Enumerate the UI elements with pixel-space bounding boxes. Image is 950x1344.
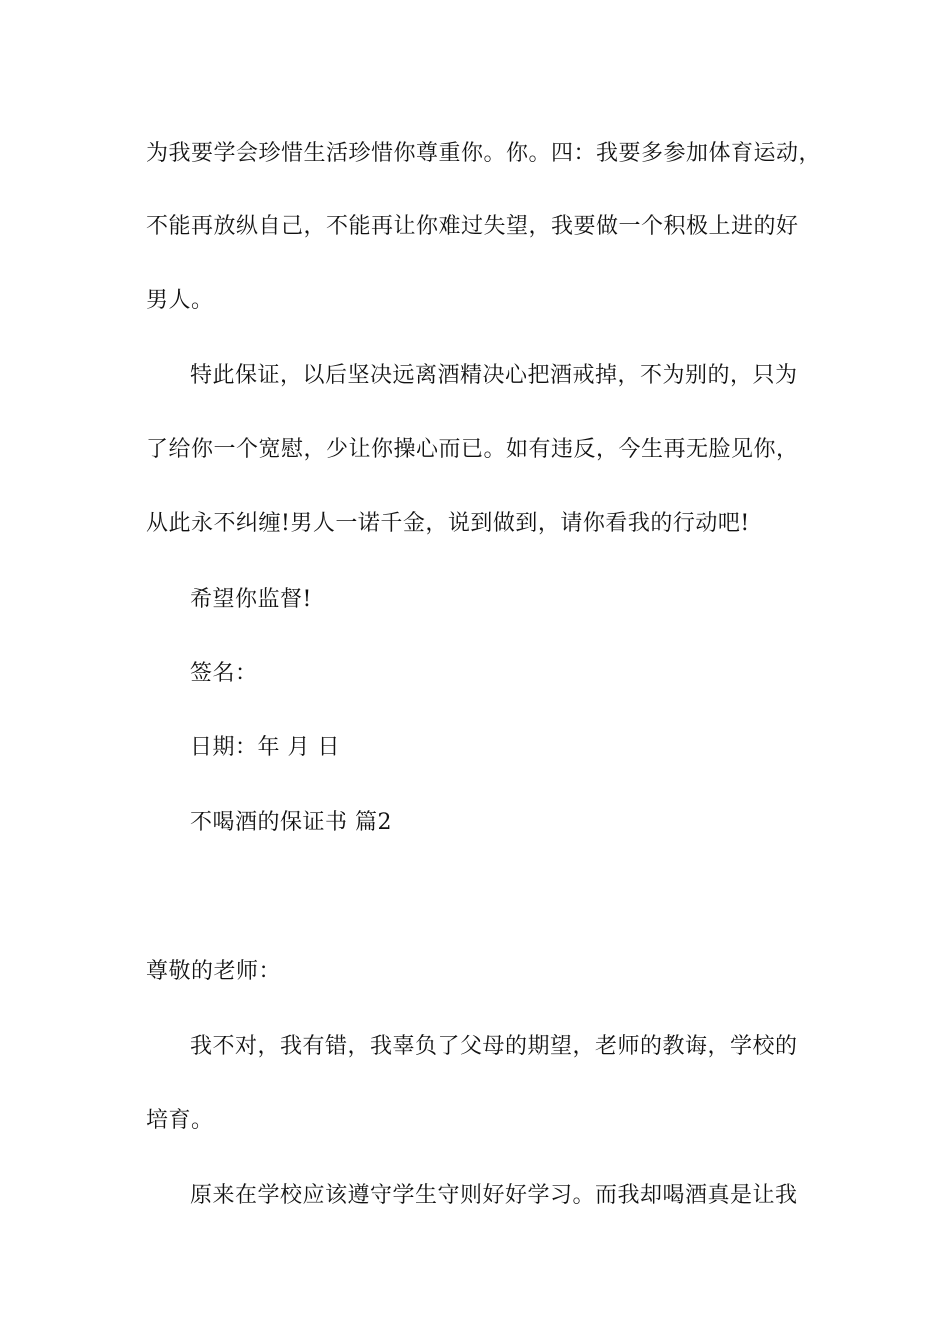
paragraph-line: 我不对，我有错，我辜负了父母的期望，老师的教诲，学校的 — [190, 1034, 798, 1059]
paragraph-line: 男人。 — [146, 288, 214, 313]
section-title: 不喝酒的保证书 篇2 — [190, 810, 392, 835]
date-label: 日期：年 月 日 — [190, 735, 340, 760]
paragraph-line: 了给你一个宽慰，少让你操心而已。如有违反，今生再无脸见你， — [146, 437, 799, 462]
signature-label: 签名： — [190, 661, 258, 686]
paragraph-line: 原来在学校应该遵守学生守则好好学习。而我却喝酒真是让我 — [190, 1183, 798, 1208]
paragraph-line: 不能再放纵自己，不能再让你难过失望，我要做一个积极上进的好 — [146, 214, 799, 239]
paragraph-line: 特此保证，以后坚决远离酒精决心把酒戒掉，不为别的，只为 — [190, 363, 798, 388]
paragraph-line: 培育。 — [146, 1108, 214, 1133]
paragraph-line: 从此永不纠缠!男人一诺千金，说到做到，请你看我的行动吧! — [146, 511, 750, 536]
paragraph-line: 为我要学会珍惜生活珍惜你尊重你。你。四：我要多参加体育运动， — [146, 141, 822, 166]
closing-line: 希望你监督! — [190, 587, 312, 612]
salutation: 尊敬的老师： — [146, 959, 282, 984]
